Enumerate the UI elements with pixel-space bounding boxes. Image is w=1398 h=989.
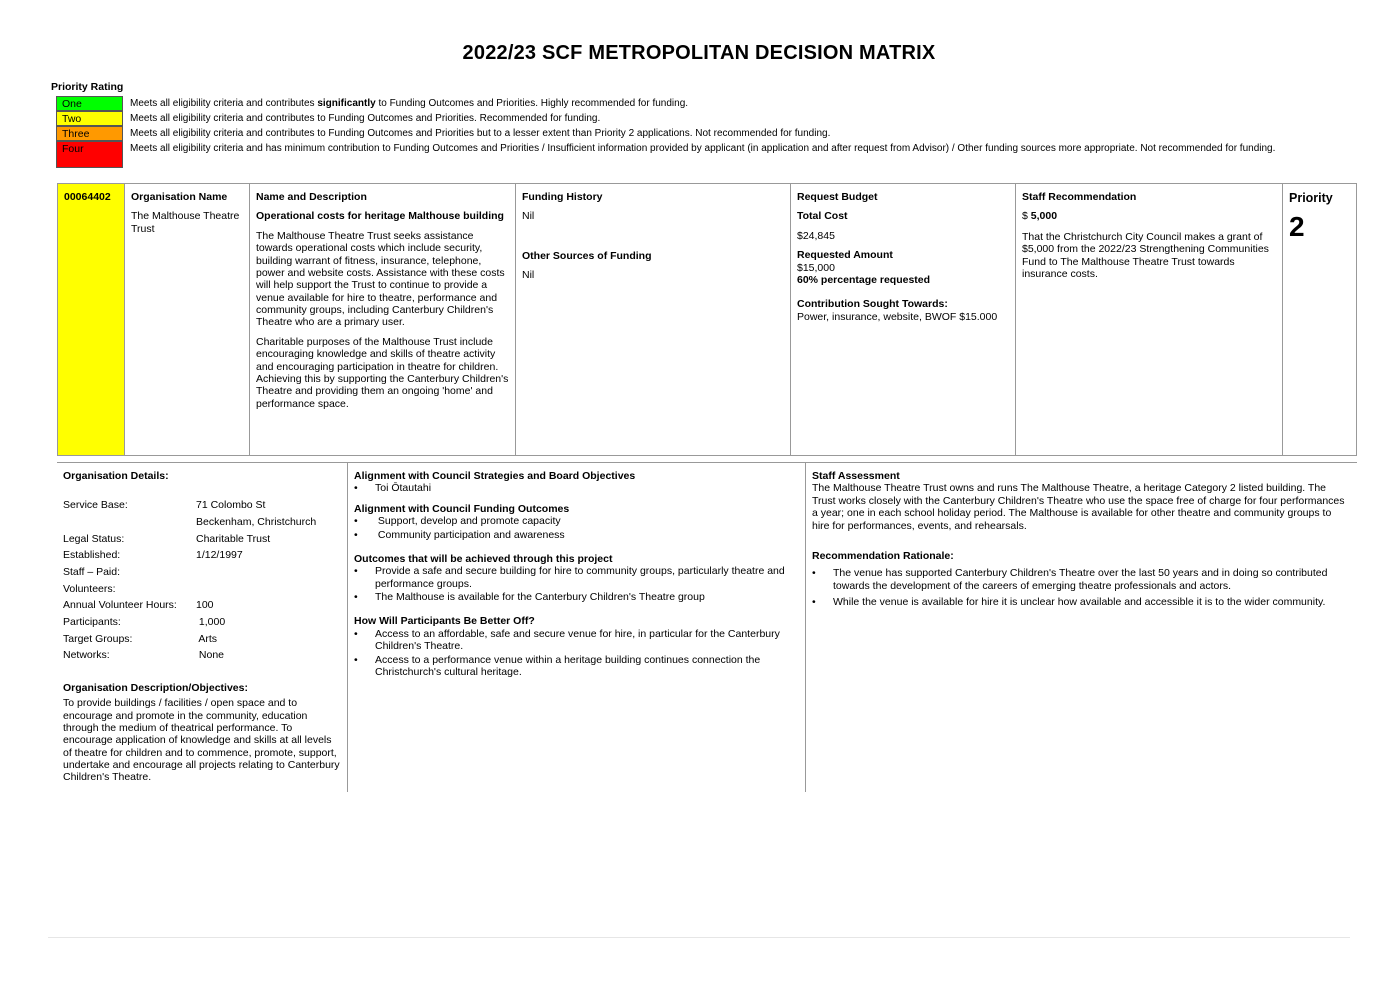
project-description-1: The Malthouse Theatre Trust seeks assistance towards operational costs which include security, building warrant of fitness, insurance, telephone, power and website costs. Assistance with these costs will help support the Trust to continue to provide a venue available for hire to theatre, performance and community groups, including Canterbury Children's Theatre who are a primary user. xyxy=(256,229,505,329)
staff-recommendation-amount-line xyxy=(1022,210,1276,222)
list-item: • Access to an affordable, safe and secure venue for hire, in particular for the Canterbury Children's Theatre. xyxy=(354,628,799,653)
funding-outcomes-heading: Alignment with Council Funding Outcomes xyxy=(354,502,570,515)
priority-value: 2 xyxy=(1289,210,1305,242)
request-budget-cell xyxy=(791,184,1016,455)
funding-history-label: Funding History xyxy=(522,191,603,203)
strategies-heading: Alignment with Council Strategies and Board Objectives xyxy=(354,470,636,482)
detail-row xyxy=(63,566,341,578)
list-item: • Toi Ōtautahi xyxy=(354,482,799,494)
staff-recommendation-cell xyxy=(1016,184,1283,455)
list-item: • The venue has supported Canterbury Children's Theatre over the last 50 years and in doing so contributed towards the development of the careers of emerging theatre professionals and actors. xyxy=(812,567,1351,592)
better-off-list xyxy=(354,628,799,679)
priority-text-one xyxy=(130,96,1310,110)
detail-label xyxy=(63,516,196,528)
document-title: 2022/23 SCF METROPOLITAN DECISION MATRIX xyxy=(462,42,936,64)
requested-amount-label: Requested Amount xyxy=(797,249,893,262)
staff-recommendation-amount: 5,000 xyxy=(1030,210,1058,223)
priority-text-two: Meets all eligibility criteria and contributes to Funding Outcomes and Priorities. Recommended for funding. xyxy=(130,113,601,124)
priority-rating-legend xyxy=(56,96,1314,168)
organisation-description-heading: Organisation Description/Objectives: xyxy=(63,681,248,694)
priority-text-four: Meets all eligibility criteria and has minimum contribution to Funding Outcomes and Priorities / Insufficient information provided by applicant (in application and after request from Advisor) / Other funding sources more appropriate. Not recommended for funding. xyxy=(130,143,1276,154)
funding-outcomes-list xyxy=(354,515,799,541)
list-item: • Support, develop and promote capacity xyxy=(354,515,799,527)
detail-row xyxy=(63,499,341,511)
detail-label: Volunteers: xyxy=(63,582,116,595)
priority-label: Priority xyxy=(1289,191,1333,205)
contribution-value: Power, insurance, website, BWOF $15.000 xyxy=(797,310,998,323)
staff-assessment-text: The Malthouse Theatre Trust owns and runs The Malthouse Theatre, a heritage Category 2 listed building. The Trust works closely with the Canterbury Children's Theatre who use the space free of charge for four performances a year; one in each school holiday period. The Malthouse is available for other theatre and community groups to hire for performances, events, and rehearsals. xyxy=(812,482,1345,532)
detail-label: Established: xyxy=(63,549,121,562)
assessment-column xyxy=(806,463,1357,792)
percentage-requested: 60% percentage requested xyxy=(797,273,931,286)
funding-history-value: Nil xyxy=(522,210,535,223)
priority-row-three xyxy=(56,126,1314,141)
request-budget-label: Request Budget xyxy=(797,191,878,203)
better-off-heading: How Will Participants Be Better Off? xyxy=(354,615,535,628)
requested-amount-value: $15,000 xyxy=(797,261,835,274)
project-title: Operational costs for heritage Malthouse building xyxy=(256,210,504,223)
organisation-description: To provide buildings / facilities / open space and to encourage and promote in the community, education through the medium of theatrical performance. To encourage application of knowledge and skills at all levels of theatre for children and to commence, promote, support, undertake and encourage all projects relating to Canterbury Children's Theatre. xyxy=(63,697,340,784)
other-sources-label: Other Sources of Funding xyxy=(522,249,652,262)
list-item: • Community participation and awareness xyxy=(354,529,799,541)
organisation-name: The Malthouse Theatre Trust xyxy=(131,210,240,235)
total-cost-value: $24,845 xyxy=(797,229,835,242)
detail-label: Target Groups: xyxy=(63,632,133,645)
staff-recommendation-text: That the Christchurch City Council makes a grant of $5,000 from the 2022/23 Strengthening Communities Fund to The Malthouse Theatre Trust towards insurance costs. xyxy=(1022,230,1269,280)
organisation-name-cell xyxy=(125,184,250,455)
organisation-details-column xyxy=(57,463,348,792)
priority-swatch-three: Three xyxy=(56,126,123,141)
priority-text-one-pre: Meets all eligibility criteria and contributes xyxy=(130,98,318,109)
priority-text-one-post: to Funding Outcomes and Priorities. Highly recommended for funding. xyxy=(375,98,689,109)
detail-value: None xyxy=(196,649,225,662)
staff-recommendation-currency: $ xyxy=(1022,210,1031,223)
other-sources-value: Nil xyxy=(522,269,535,282)
priority-cell xyxy=(1283,184,1356,455)
detail-value xyxy=(196,583,341,595)
detail-value: 71 Colombo St xyxy=(196,499,266,512)
detail-row xyxy=(63,533,341,545)
priority-rating-heading: Priority Rating xyxy=(51,81,124,93)
detail-row xyxy=(63,583,341,595)
priority-row-four xyxy=(56,141,1314,168)
detail-value: 1/12/1997 xyxy=(196,549,243,562)
page-divider xyxy=(48,937,1350,938)
application-table xyxy=(57,183,1357,456)
detail-label: Participants: xyxy=(63,616,121,629)
list-item: • Provide a safe and secure building for hire to community groups, particularly theatre and performance groups. xyxy=(354,565,799,590)
list-item: • Access to a performance venue within a heritage building continues connection the Christchurch's cultural heritage. xyxy=(354,654,799,679)
funding-history-cell xyxy=(516,184,791,455)
detail-label: Legal Status: xyxy=(63,532,125,545)
project-outcomes-list xyxy=(354,565,799,603)
application-id: 00064402 xyxy=(64,191,111,203)
detail-value: Arts xyxy=(196,632,218,645)
organisation-details-heading: Organisation Details: xyxy=(63,470,169,482)
priority-text-one-bold: significantly xyxy=(317,98,376,109)
contribution-label: Contribution Sought Towards: xyxy=(797,298,948,311)
detail-label: Staff – Paid: xyxy=(63,566,121,579)
recommendation-rationale-heading: Recommendation Rationale: xyxy=(812,549,954,562)
name-description-cell xyxy=(250,184,516,455)
total-cost-label: Total Cost xyxy=(797,210,848,223)
detail-row xyxy=(63,516,341,528)
detail-label: Service Base: xyxy=(63,499,128,512)
detail-row xyxy=(63,633,341,645)
staff-assessment-heading: Staff Assessment xyxy=(812,470,900,482)
priority-swatch-four: Four xyxy=(56,141,123,168)
strategies-list xyxy=(354,482,799,494)
application-id-cell xyxy=(58,184,125,455)
alignment-column xyxy=(348,463,806,792)
detail-value: Beckenham, Christchurch xyxy=(196,516,317,529)
priority-swatch-one: One xyxy=(56,96,123,111)
organisation-name-label: Organisation Name xyxy=(131,191,228,203)
staff-recommendation-label: Staff Recommendation xyxy=(1022,191,1137,203)
project-outcomes-heading: Outcomes that will be achieved through this project xyxy=(354,552,613,565)
detail-row xyxy=(63,549,341,561)
detail-label: Annual Volunteer Hours: xyxy=(63,599,177,612)
priority-row-one xyxy=(56,96,1314,111)
rationale-list xyxy=(812,567,1351,608)
detail-value: 100 xyxy=(196,599,214,612)
priority-swatch-two: Two xyxy=(56,111,123,126)
detail-value: 1,000 xyxy=(196,616,226,629)
detail-label: Networks: xyxy=(63,649,110,662)
priority-row-two xyxy=(56,111,1314,126)
detail-value: Charitable Trust xyxy=(196,532,271,545)
detail-value xyxy=(196,566,341,578)
details-section xyxy=(57,462,1357,792)
list-item: • While the venue is available for hire it is unclear how available and accessible it is to the wider community. xyxy=(812,596,1351,608)
detail-row xyxy=(63,616,341,628)
detail-row xyxy=(63,599,341,611)
priority-text-three: Meets all eligibility criteria and contributes to Funding Outcomes and Priorities but to a lesser extent than Priority 2 applications. Not recommended for funding. xyxy=(130,128,831,139)
detail-row xyxy=(63,649,341,661)
list-item: • The Malthouse is available for the Canterbury Children's Theatre group xyxy=(354,591,799,603)
name-description-label: Name and Description xyxy=(256,191,367,203)
project-description-2: Charitable purposes of the Malthouse Trust include encouraging knowledge and skills of theatre activity and encouraging participation in theatre for children. Achieving this by supporting the Canterbury Children's Theatre and providing them an ongoing 'home' and performance space. xyxy=(256,335,509,410)
